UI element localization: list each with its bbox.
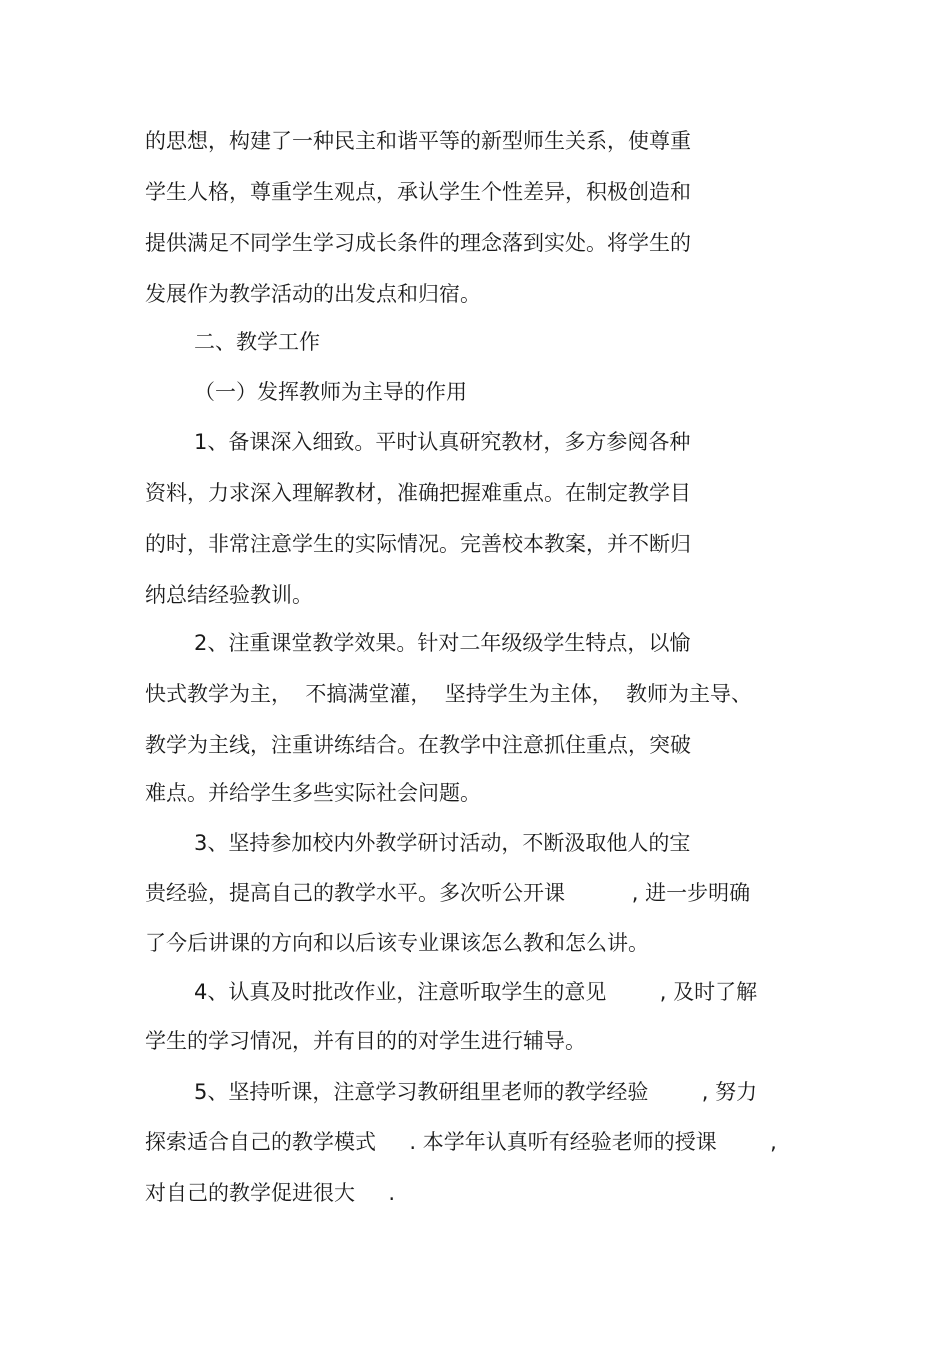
text-line: 对自己的教学促进很大 . [145, 1181, 396, 1205]
text-line: 难点。并给学生多些实际社会问题。 [145, 781, 481, 805]
text-line: 学生的学习情况，并有目的的对学生进行辅导。 [145, 1029, 586, 1053]
text-line: 5、坚持听课，注意学习教研组里老师的教学经验 , 努力 [194, 1080, 758, 1104]
section-heading: 二、教学工作 [194, 330, 320, 354]
text-line: 的时，非常注意学生的实际情况。完善校本教案，并不断归 [145, 532, 691, 556]
text-line: 教学为主线，注重讲练结合。在教学中注意抓住重点，突破 [145, 733, 691, 757]
subsection-heading: （一）发挥教师为主导的作用 [194, 380, 467, 404]
text-line: 4、认真及时批改作业，注意听取学生的意见 , 及时了解 [194, 980, 758, 1004]
text-line: 资料，力求深入理解教材，准确把握难重点。在制定教学目 [145, 481, 691, 505]
text-line: 1、备课深入细致。平时认真研究教材，多方参阅各种 [194, 430, 691, 454]
text-line: 学生人格，尊重学生观点，承认学生个性差异，积极创造和 [145, 180, 691, 204]
text-line: 纳总结经验教训。 [145, 583, 313, 607]
text-line: 2、注重课堂教学效果。针对二年级级学生特点，以愉 [194, 631, 691, 655]
text-line: 探索适合自己的教学模式 . 本学年认真听有经验老师的授课 , [145, 1130, 777, 1154]
text-line: 快式教学为主， 不搞满堂灌， 坚持学生为主体， 教师为主导、 [145, 682, 753, 706]
text-line: 了今后讲课的方向和以后该专业课该怎么教和怎么讲。 [145, 931, 649, 955]
text-line: 3、坚持参加校内外教学研讨活动，不断汲取他人的宝 [194, 831, 691, 855]
text-line: 贵经验，提高自己的教学水平。多次听公开课 , 进一步明确 [145, 881, 751, 905]
text-line: 的思想，构建了一种民主和谐平等的新型师生关系，使尊重 [145, 129, 691, 153]
text-line: 提供满足不同学生学习成长条件的理念落到实处。将学生的 [145, 231, 691, 255]
text-line: 发展作为教学活动的出发点和归宿。 [145, 282, 481, 306]
